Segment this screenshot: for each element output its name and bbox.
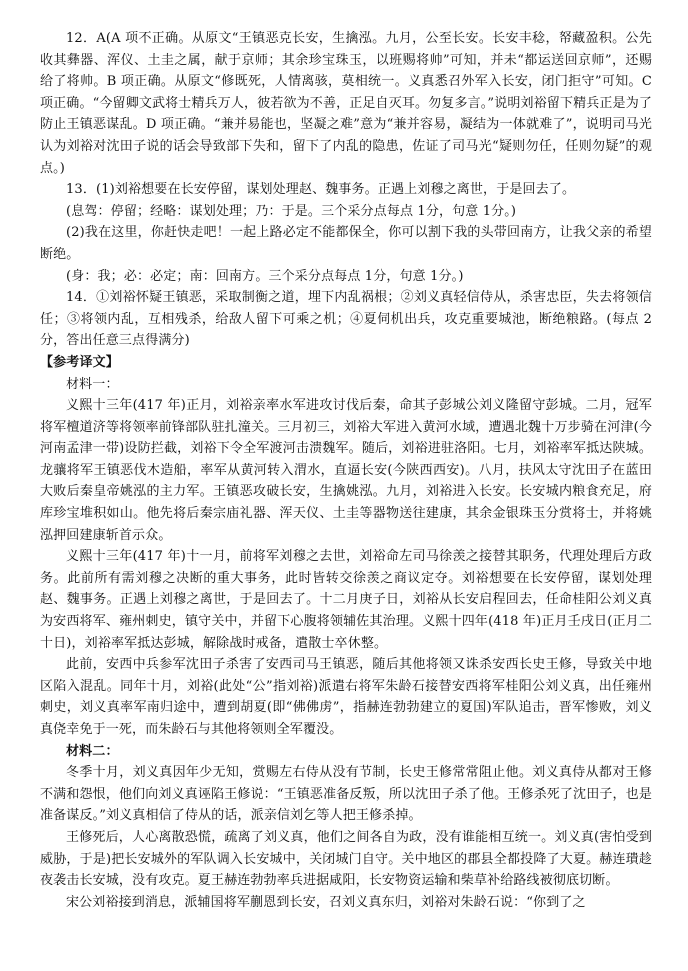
material-2-paragraph-3: 宋公刘裕接到消息，派辅国将军蒯恩到长安，召刘义真东归，刘裕对朱龄石说：“你到了之 <box>66 894 586 910</box>
material-1-paragraph-2: 义熙十三年(417 年)十一月，前将军刘穆之去世，刘裕命左司马徐羡之接替其职务，代理处理后方政务。此前所有需刘穆之决断的重大事务，此时皆转交徐羡之商议定夺。刘裕想要在长安停留，谋划处理赵、魏事务。正遇上刘穆之离世，于是回去了。十二月庚子日，刘裕从长安启程回去，任命桂阳公刘义真为安西将军、雍州刺史，镇守关中，并留下心腹将领辅佐其治理。义熙十四年(418 年)正月壬戌日(正月二十日)，刘裕率军抵达彭城，解除战时戒备，遣散士卒休整。 <box>40 549 652 651</box>
document-page <box>40 28 652 913</box>
answer-14: 14．①刘裕怀疑王镇恶，采取制衡之道，埋下内乱祸根；②刘义真轻信侍从，杀害忠臣，失去将领信任；③将领内乱，互相残杀，给敌人留下可乘之机；④夏伺机出兵，攻克重要城池，断绝粮路。(每点 2分，答出任意三点得满分) <box>40 290 652 349</box>
answer-13-1: 13．(1)刘裕想要在长安停留，谋划处理赵、魏事务。正遇上刘穆之离世，于是回去了。 <box>66 182 576 198</box>
material-2-paragraph-1: 冬季十月，刘义真因年少无知，赏赐左右侍从没有节制，长史王修常常阻止他。刘义真侍从都对王修不满和怨恨，他们向刘义真诬陷王修说：“王镇恶准备反叛，所以沈田子杀了他。王修杀死了沈田子，也是准备谋反。”刘义真相信了侍从的话，派亲信刘乞等人把王修杀掉。 <box>40 765 652 824</box>
material-2-paragraph-2: 王修死后，人心离散恐慌，疏离了刘义真，他们之间各自为政，没有谁能相互统一。刘义真(害怕受到威胁，于是)把长安城外的军队调入长安城中，关闭城门自守。关中地区的郡县全都投降了大夏。赫连璝趁夜袭击长安城，没有攻克。夏王赫连勃勃率兵进据咸阳，长安物资运输和柴草补给路线被彻底切断。 <box>40 829 652 889</box>
material-1-title: 材料一： <box>66 376 119 392</box>
answer-12: 12．A(A 项不正确。从原文“王镇恶克长安，生擒泓。九月，公至长安。长安丰稔，帑藏盈积。公先收其彝器、浑仪、土圭之属，献于京师；其余珍宝珠玉，以班赐将帅”可知，并未“都运送回京师”，还赐给了将帅。B 项正确。从原文“修既死，人情离骇，莫相统一。义真悉召外军入长安，闭门拒守”可知。C 项正确。“今留卿文武将士精兵万人，彼若欲为不善，正足自灭耳。勿复多言。”说明刘裕留下精兵正是为了防止王镇恶谋乱。D 项正确。“兼并易能也，坚凝之难”意为“兼并容易，凝结为一体就难了”，说明司马光认为刘裕对沈田子说的话会导致部下失和，留下了内乱的隐患，佐证了司马光“疑则勿任，任则勿疑”的观点。) <box>40 31 652 176</box>
answer-13-2: (2)我在这里，你赶快走吧！一起上路必定不能都保全，你可以割下我的头带回南方，让我父亲的希望断绝。 <box>40 225 652 262</box>
material-2-title: 材料二： <box>66 743 119 759</box>
material-1-paragraph-1: 义熙十三年(417 年)正月，刘裕亲率水军进攻讨伐后秦，命其子彭城公刘义隆留守彭城。二月，冠军将军檀道济等将领率前锋部队驻扎潼关。三月初三，刘裕大军进入黄河水域，遭遇北魏十万步骑在河津(今河南孟津一带)设防拦截，刘裕下令全军渡河击溃魏军。随后，刘裕进驻洛阳。七月，刘裕率军抵达陕城。龙骧将军王镇恶伐木造船，率军从黄河转入渭水，直逼长安(今陕西西安)。八月，扶风太守沈田子在蓝田大败后秦皇帝姚泓的主力军。王镇恶攻破长安，生擒姚泓。九月，刘裕进入长安。长安城内粮食充足，府库珍宝堆积如山。他先将后秦宗庙礼器、浑天仪、土圭等器物送往建康，其余金银珠玉分赏将士，并将姚泓押回建康斩首示众。 <box>40 398 652 543</box>
answer-13-1-note: (息驾：停留；经略：谋划处理；乃：于是。三个采分点每点 1分，句意 1分。) <box>66 203 517 219</box>
answer-13-2-note: (身：我；必：必定；南：回南方。三个采分点每点 1分，句意 1分。) <box>66 268 464 284</box>
translation-heading: 【参考译文】 <box>40 354 119 370</box>
material-1-paragraph-3: 此前，安西中兵参军沈田子杀害了安西司马王镇恶，随后其他将领又诛杀安西长史王修，导致关中地区陷入混乱。同年十月，刘裕(此处“公”指刘裕)派遣右将军朱龄石接替安西将军桂阳公刘义真，出任雍州刺史，刘义真率军南归途中，遭到胡夏(即“佛佛虏”，指赫连勃勃建立的夏国)军队追击，晋军惨败，刘义真侥幸免于一死，而朱龄石与其他将领则全军覆没。 <box>40 657 652 737</box>
